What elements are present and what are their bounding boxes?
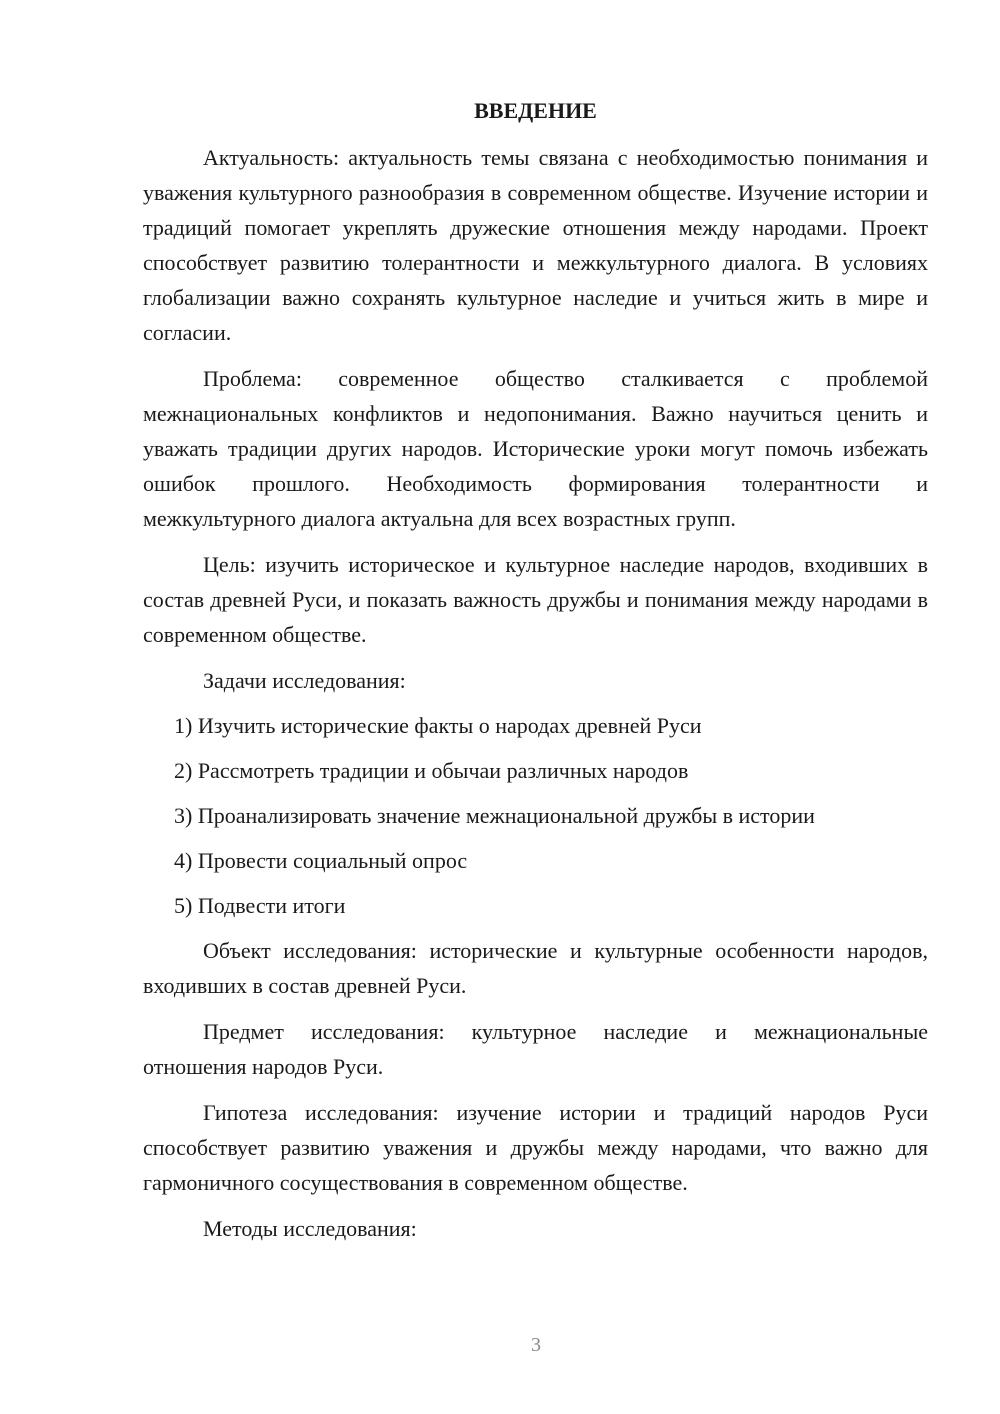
task-item-5: 5) Подвести итоги: [174, 893, 346, 918]
paragraph-methods: Методы исследования:: [203, 1216, 417, 1241]
paragraph-hypothesis: Гипотеза исследования: изучение истории и традиций народов Руси способствует развитию уважения и дружбы между народами, что важно для гармоничного сосуществования в современном обществе.: [143, 1100, 928, 1195]
task-item-4: 4) Провести социальный опрос: [174, 848, 468, 873]
task-item-2: 2) Рассмотреть традиции и обычаи различных народов: [174, 758, 689, 783]
tasks-heading: Задачи исследования:: [203, 668, 406, 693]
page-number: 3: [531, 1334, 541, 1356]
paragraph-subject: Предмет исследования: культурное наследие и межнациональные отношения народов Руси.: [143, 1019, 928, 1079]
task-item-1: 1) Изучить исторические факты о народах древней Руси: [174, 713, 702, 738]
paragraph-relevance: Актуальность: актуальность темы связана с необходимостью понимания и уважения культурного разнообразия в современном обществе. Изучение истории и традиций помогает укреплять дружеские отношения между народами. Проект способствует развитию толерантности и межкультурного диалога. В условиях глобализации важно сохранять культурное наследие и учиться жить в мире и согласии.: [143, 145, 928, 345]
document-body: [143, 96, 928, 1257]
paragraph-object: Объект исследования: исторические и культурные особенности народов, входивших в состав древней Руси.: [143, 938, 928, 998]
paragraph-problem: Проблема: современное общество сталкивается с проблемой межнациональных конфликтов и недопонимания. Важно научиться ценить и уважать традиции других народов. Исторические уроки могут помочь избежать ошибок прошлого. Необходимость формирования толерантности и межкультурного диалога актуальна для всех возрастных групп.: [143, 366, 928, 531]
section-title: ВВЕДЕНИЕ: [474, 98, 597, 123]
task-item-3: 3) Проанализировать значение межнациональной дружбы в истории: [174, 803, 815, 828]
paragraph-goal: Цель: изучить историческое и культурное наследие народов, входивших в состав древней Руси, и показать важность дружбы и понимания между народами в современном обществе.: [143, 552, 928, 647]
